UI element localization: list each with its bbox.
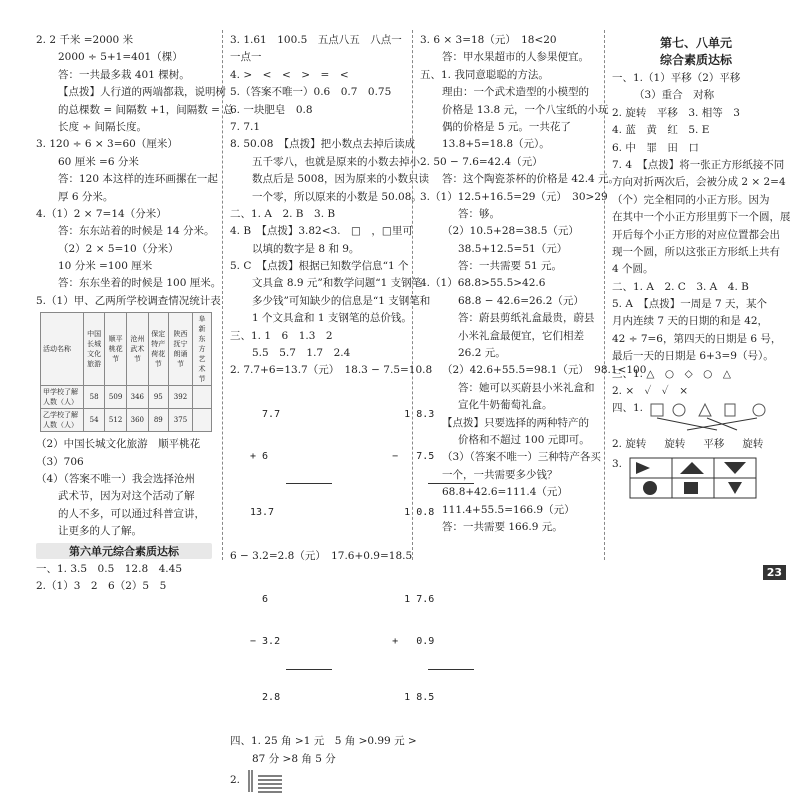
vertical-calc xyxy=(392,565,474,733)
answer-word: 旋转 xyxy=(664,438,686,451)
answer-line: 答：蔚县剪纸礼盒最贵，蔚县 xyxy=(458,312,595,325)
vertical-calc-group xyxy=(230,565,435,733)
calc-rule xyxy=(286,483,332,484)
answer-line: 3. 6 × 3=18（元） 18<20 xyxy=(420,34,557,46)
answer-line: 2. 旋转 平移 3. 相等 3 xyxy=(612,106,740,119)
answer-line: 2000 ÷ 5+1=401（棵） xyxy=(58,51,183,64)
answer-line: 一、1.（1）平移（2）平移 xyxy=(612,72,741,84)
vertical-calc xyxy=(250,565,332,733)
hint-line: 42 ÷ 7=6，第四天的日期是 6 号， xyxy=(612,332,782,345)
answer-line: 一个，一共需要多少钱？ xyxy=(442,468,558,481)
hint-line: 1 个文具盒和 1 支钢笔的总价钱。 xyxy=(252,312,412,325)
hint-line: 文具盒 8.9 元”和数学问题“1 支钢笔 xyxy=(252,277,423,290)
matching-answer xyxy=(612,400,780,436)
vertical-calc xyxy=(250,380,332,548)
table-header-cell: 沧州武术节 xyxy=(126,313,148,386)
hint-line: 长度 ÷ 间隔长度。 xyxy=(58,120,147,133)
hint-line: 方向对折两次后，会被分成 2 × 2=4 xyxy=(612,176,786,189)
answer-line: 6 − 3.2=2.8（元） 17.6+0.9=18.5 xyxy=(230,549,413,562)
answer-line: 68.8+42.6=111.4（元） xyxy=(442,486,568,499)
answer-line: 6. 一块肥皂 0.8 xyxy=(230,103,313,116)
hint-line: 月内连续 7 天的日期的和是 42， xyxy=(612,315,769,328)
hint-line: 的总棵数 = 间隔数 +1，间隔数 = 总 xyxy=(58,103,234,116)
statistics-table xyxy=(40,312,212,432)
table-header-cell: 保定特产荷花节 xyxy=(148,313,168,386)
answer-line: 答：一共需要 51 元。 xyxy=(458,260,563,273)
answer-line: 4. B 【点拨】3.82<3. □ ，□里可 xyxy=(230,225,413,238)
answer-line: 5.（1）甲、乙两所学校调查情况统计表 xyxy=(36,294,221,307)
answer-line: 一点一 xyxy=(230,51,262,64)
table-cell: 乙学校了解人数（人） xyxy=(41,409,84,432)
answer-word: 平移 xyxy=(703,438,725,451)
answer-line: （3）706 xyxy=(36,455,84,468)
calc-line: 2.8 xyxy=(250,692,281,704)
section-heading: 第六单元综合素质达标 xyxy=(36,543,212,559)
answer-line: 二、1. A 2. B 3. B xyxy=(230,207,336,220)
hint-line: 数点后是 5008，因为原来的小数只读 xyxy=(252,173,430,186)
answer-column-4 xyxy=(612,32,791,500)
answer-line: 8. 50.08 【点拨】把小数点去掉后读成 xyxy=(230,138,416,151)
hint-line: 价格和不超过 100 元即可。 xyxy=(458,433,590,446)
table-header-cell: 阜新东方 艺术节 xyxy=(193,313,212,386)
calc-line: 6 xyxy=(250,594,269,606)
answer-line: 三、1. 1 6 1.3 2 xyxy=(230,329,333,342)
answer-line: 四、1. 25 角 >1 元 5 角 >0.99 元 > xyxy=(230,735,417,748)
answer-line: （4）（答案不唯一）我会选择沧州 xyxy=(36,473,195,486)
answer-line: 一、1. 3.5 0.5 12.8 4.45 xyxy=(36,562,183,575)
answer-line: 三、1. △ ○ ◇ ○ △ xyxy=(612,367,731,380)
table-header-cell: 陕西抚宁 朗诵节 xyxy=(168,313,192,386)
table-cell: 甲学校了解人数（人） xyxy=(41,386,84,409)
calc-line: + 0.9 xyxy=(392,636,435,648)
answer-line: 87 分 >8 角 5 分 xyxy=(252,752,336,765)
answer-line: 4.（1）2 × 7=14（分米） xyxy=(36,207,167,220)
answer-line: 5. C 【点拨】根据已知数学信息“1 个 xyxy=(230,260,409,273)
answer-line: 答：一共最多栽 401 棵树。 xyxy=(58,68,190,81)
answer-line: 宣化牛奶葡萄礼盒。 xyxy=(458,399,553,412)
calc-rule xyxy=(286,669,332,670)
table-cell: 392 xyxy=(168,386,192,409)
calc-rule xyxy=(428,669,474,670)
answer-line: 武术节，因为对这个活动了解 xyxy=(58,490,195,503)
answer-line: 60 厘米 =6 分米 xyxy=(58,155,139,168)
hint-line: 最后一天的日期是 6+3=9（号）。 xyxy=(612,350,774,363)
answer-line: 26.2 元。 xyxy=(458,347,506,360)
answer-line: 13.8+5=18.8（元）。 xyxy=(442,138,550,151)
table-cell: 360 xyxy=(126,409,148,432)
hint-line: 一个零，所以原来的小数是 50.08。 xyxy=(252,190,422,203)
table-cell xyxy=(193,409,212,432)
vertical-calc-group xyxy=(230,380,435,548)
answer-line: 4. > < < > = < xyxy=(230,68,349,81)
answer-line: 价格是 13.8 元，一个八宝纸的小玩 xyxy=(442,103,609,116)
matching-figure xyxy=(647,400,777,434)
shape-pattern-figure xyxy=(628,456,758,500)
answer-line: 答：东东站着的时候是 14 分米。 xyxy=(58,225,215,238)
answer-line: 答：甲水果超市的人参果便宜。 xyxy=(442,51,589,64)
hint-line: 现一个圆，所以这张正方形纸上共有 xyxy=(612,245,780,258)
hint-line: 4 个圆。 xyxy=(612,263,654,276)
answer-line: 2. 50 − 7.6=42.4（元） xyxy=(420,155,543,168)
calc-line: − 3.2 xyxy=(250,636,281,648)
answer-line: 3. 120 ÷ 6 × 3=60（厘米） xyxy=(36,138,178,151)
answer-line: 让更多的人了解。 xyxy=(58,525,142,538)
calc-line: + 6 xyxy=(250,450,269,462)
rotation-answers xyxy=(612,436,780,453)
answer-line: 7. 4 【点拨】将一张正方形纸接不同 xyxy=(612,158,785,171)
table-header-cell: 活动名称 xyxy=(41,313,84,386)
hint-line: 多少钱”可知缺少的信息是“1 支钢笔和 xyxy=(252,294,431,307)
calc-line: 1 8.5 xyxy=(392,692,435,704)
answer-line: 答：这个陶瓷茶杯的价格是 42.4 元。 xyxy=(442,173,620,186)
table-row xyxy=(41,386,212,409)
table-cell: 346 xyxy=(126,386,148,409)
answer-line: 二、1. A 2. C 3. A 4. B xyxy=(612,280,749,293)
answer-line: 厚 6 分米。 xyxy=(58,190,114,203)
answer-line: （2）2 × 5=10（分米） xyxy=(58,242,179,255)
answer-line: 4. 蓝 黄 红 5. E xyxy=(612,124,710,137)
calc-line: 1 0.8 xyxy=(392,506,435,518)
answer-line: 5.（答案不唯一）0.6 0.7 0.75 xyxy=(230,86,392,99)
answer-line: （3）重合 对称 xyxy=(634,89,715,102)
section-heading: 第七、八单元 xyxy=(659,36,732,50)
table-header-cell: 顺平桃花节 xyxy=(105,313,127,386)
answer-word: 旋转 xyxy=(742,438,764,451)
hint-line: （个）完全相同的小正方形。因为 xyxy=(612,193,770,206)
answer-line: 答：120 本这样的连环画摞在一起 xyxy=(58,173,218,186)
answer-line: 111.4+55.5=166.9（元） xyxy=(442,503,575,516)
page-top-margin xyxy=(0,0,800,28)
hint-line: 【点拨】人行道的两端都栽，说明树 xyxy=(58,86,226,99)
answer-column-2 xyxy=(230,32,435,794)
answer-line: 答：一共需要 166.9 元。 xyxy=(442,520,563,533)
answer-line: （2）42.6+55.5=98.1（元） 98.1<100 xyxy=(442,364,647,377)
answer-line: 小米礼盒最便宜，它们相差 xyxy=(458,329,584,342)
hint-line: 在其中一个小正方形里剪下一个圆，展 xyxy=(612,211,791,224)
calc-line: 7.7 xyxy=(250,408,281,420)
answer-line: 5. A 【点拨】一周是 7 天，某个 xyxy=(612,298,768,311)
answer-line: 38.5+12.5=51（元） xyxy=(458,242,568,255)
calc-line: 1 8.3 xyxy=(392,408,435,420)
answer-line: 四、1. xyxy=(612,402,644,415)
answer-line: 3. 1.61 100.5 五点八五 八点一 xyxy=(230,34,402,46)
stick-bundle-figure xyxy=(246,768,286,794)
table-cell: 58 xyxy=(84,386,105,409)
page-number: 23 xyxy=(763,565,786,580)
shape-answer xyxy=(612,456,780,500)
answer-line: 10 分米 =100 厘米 xyxy=(58,260,153,273)
hint-line: 五千零八，也就是原来的小数去掉小 xyxy=(252,155,420,168)
answer-line: 4.（1）68.8>55.5>42.6 xyxy=(420,277,546,290)
answer-line: 68.8 − 42.6=26.2（元） xyxy=(458,294,584,307)
answer-line: 五、1. 我同意聪聪的方法。 xyxy=(420,68,549,81)
table-cell: 54 xyxy=(84,409,105,432)
table-cell: 512 xyxy=(105,409,127,432)
hint-line: 【点拨】只要选择的两种特产的 xyxy=(442,416,589,429)
table-cell: 95 xyxy=(148,386,168,409)
table-row xyxy=(41,409,212,432)
answer-line: 理由：一个武术造型的小模型的 xyxy=(442,86,589,99)
table-cell xyxy=(193,386,212,409)
answer-line: 2. xyxy=(230,774,241,787)
table-header-cell: 中国长城文化旅游 xyxy=(84,313,105,386)
answer-line: 3.（1）12.5+16.5=29（元） 30>29 xyxy=(420,190,608,203)
answer-line: （2）中国长城文化旅游 顺平桃花 xyxy=(36,438,201,451)
answer-line: （3）（答案不唯一）三种特产各买 xyxy=(442,451,601,464)
answer-line: 2. × ✓ ✓ × xyxy=(612,385,688,398)
table-cell: 89 xyxy=(148,409,168,432)
calc-line: − 7.5 xyxy=(392,450,435,462)
table-cell: 375 xyxy=(168,409,192,432)
calc-line: 13.7 xyxy=(250,506,275,518)
answer-column-1 xyxy=(36,32,234,595)
answer-line: 的人不多，可以通过科普宣讲， xyxy=(58,507,205,520)
answer-line: 7. 7.1 xyxy=(230,120,261,133)
answer-line: 偶的价格是 5 元。一共花了 xyxy=(442,120,571,133)
bundle-answer xyxy=(230,768,408,794)
answer-line: 6. 中 罪 田 口 xyxy=(612,141,699,154)
answer-line: 答：够。 xyxy=(458,207,500,220)
answer-line: 2.（1）3 2 6（2）5 5 xyxy=(36,579,167,592)
hint-line: 以填的数字是 8 和 9。 xyxy=(252,242,360,255)
answer-line: 2. 2 千米 =2000 米 xyxy=(36,34,134,46)
answer-line: 3. xyxy=(612,457,623,470)
answer-line: 5.5 5.7 1.7 2.4 xyxy=(252,347,351,360)
section-subheading: 综合素质达标 xyxy=(659,53,732,67)
answer-line: 2. 7.7+6=13.7（元） 18.3 − 7.5=10.8 xyxy=(230,364,433,377)
answer-line: 答：东东坐着的时候是 100 厘米。 xyxy=(58,277,222,290)
answer-line: （2）10.5+28=38.5（元） xyxy=(442,225,579,238)
answer-line: 答：她可以买蔚县小米礼盒和 xyxy=(458,381,595,394)
table-cell: 509 xyxy=(105,386,127,409)
answer-word: 2. 旋转 xyxy=(612,438,647,451)
calc-line: 1 7.6 xyxy=(392,594,435,606)
hint-line: 开后每个小正方形的对应位置都会出 xyxy=(612,228,780,241)
